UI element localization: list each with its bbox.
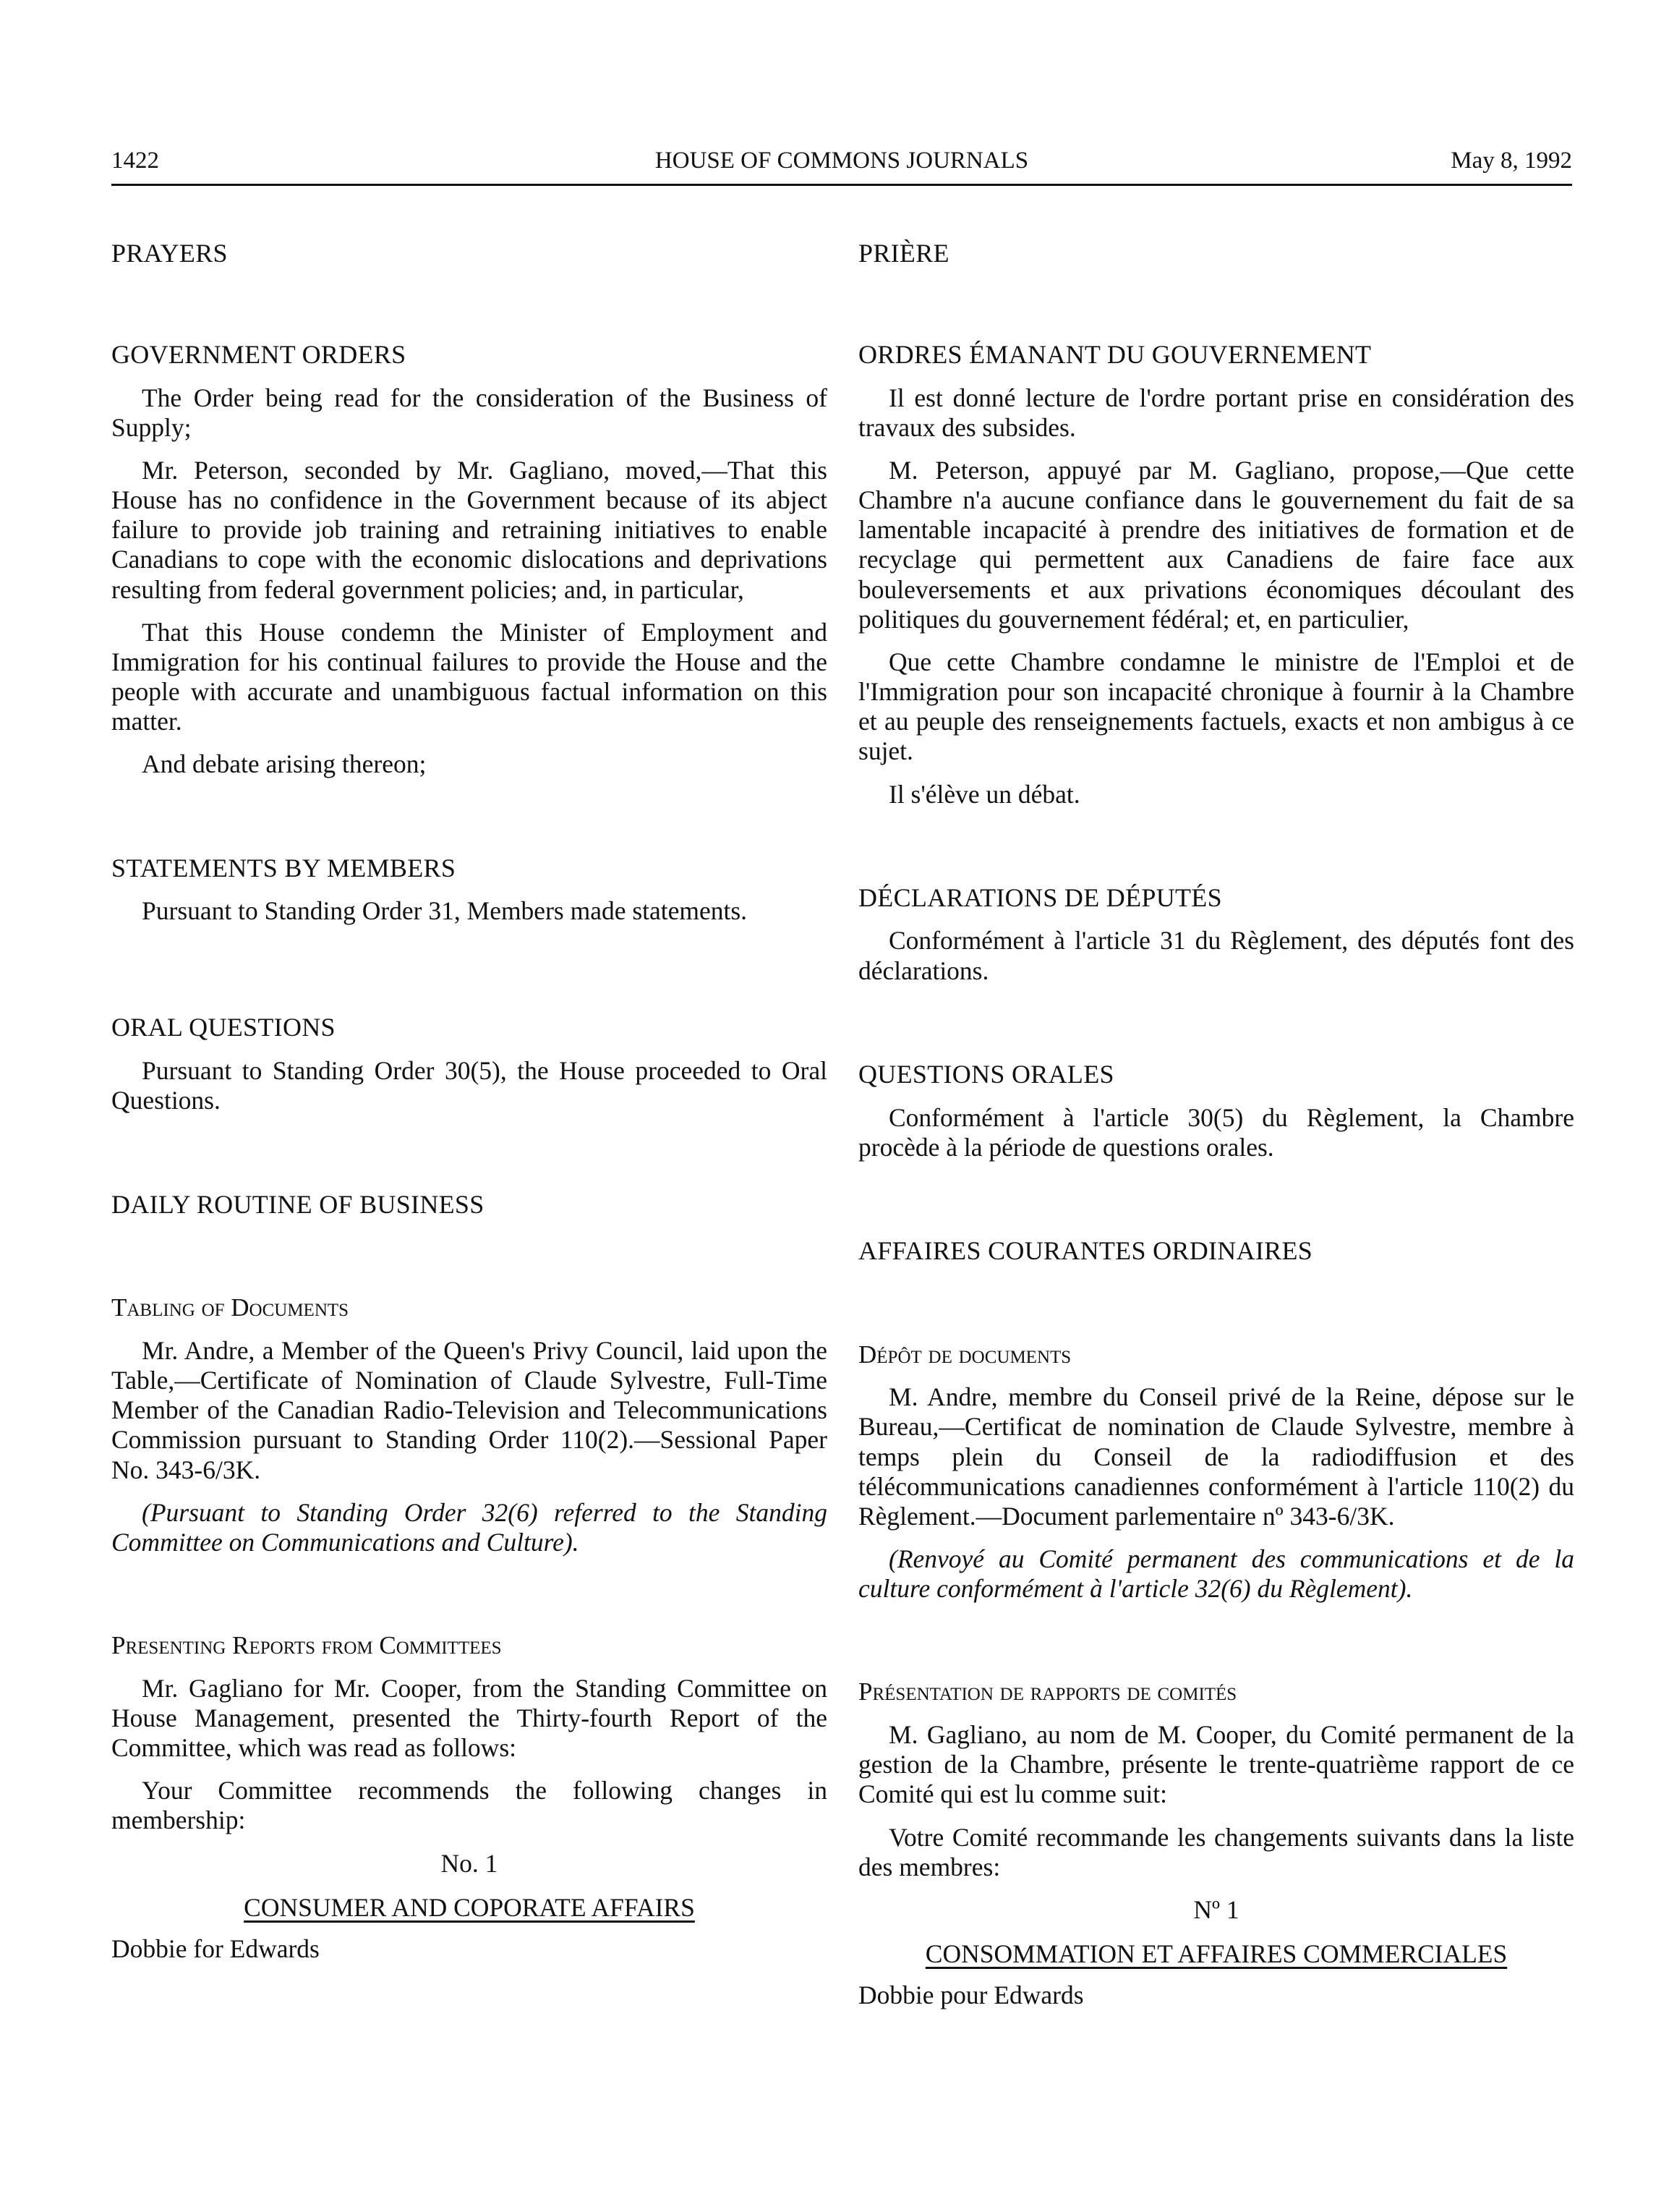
daily-routine-section: [111, 1190, 827, 1220]
government-orders-section: [111, 340, 827, 780]
tabling-heading: Tabling of Documents: [111, 1293, 349, 1322]
membership-change: Dobbie for Edwards: [111, 1934, 320, 1963]
daily-routine-heading: DAILY ROUTINE OF BUSINESS: [111, 1189, 485, 1219]
paragraph: And debate arising thereon;: [142, 749, 427, 779]
oral-questions-heading-fr: QUESTIONS ORALES: [858, 1059, 1114, 1089]
presenting-section: [111, 1631, 827, 1964]
presenting-section-fr: [858, 1677, 1574, 2010]
paragraph: Conformément à l'article 31 du Règlement, des députés font des déclarations.: [858, 926, 1574, 985]
journal-title: HOUSE OF COMMONS JOURNALS: [654, 148, 1029, 174]
oral-questions-section-fr: [858, 1060, 1574, 1162]
tabling-section-fr: [858, 1340, 1574, 1604]
paragraph: The Order being read for the consideration of the Business of Supply;: [111, 383, 827, 442]
membership-change-fr: Dobbie pour Edwards: [858, 1981, 1084, 2010]
french-column: [858, 239, 1574, 2032]
government-orders-section-fr: [858, 340, 1574, 809]
paragraph: M. Andre, membre du Conseil privé de la Reine, dépose sur le Bureau,—Certificat de nomination de Claude Sylvestre, membre à temps plein du Conseil de la radiodiffusion et des télécommunications canadiennes conformément à l'article 110(2) du Règlement.—Document parlementaire nº 343-6/3K.: [858, 1382, 1574, 1531]
report-number-fr: Nº 1: [1193, 1894, 1239, 1924]
committee-name-fr: CONSOMMATION ET AFFAIRES COMMERCIALES: [925, 1939, 1508, 1969]
running-header: [111, 148, 1572, 190]
tabling-section: [111, 1293, 827, 1557]
paragraph: Mr. Gagliano for Mr. Cooper, from the Standing Committee on House Management, presented the Thirty-fourth Report of the Committee, which was read as follows:: [111, 1673, 827, 1763]
daily-routine-section-fr: [858, 1236, 1574, 1267]
header-rule: [111, 184, 1572, 186]
government-orders-heading: GOVERNMENT ORDERS: [111, 339, 406, 369]
paragraph: Il s'élève un débat.: [889, 779, 1080, 809]
paragraph: Votre Comité recommande les changements suivants dans la liste des membres:: [858, 1822, 1574, 1881]
presenting-heading-fr: Présentation de rapports de comités: [858, 1677, 1237, 1706]
paragraph: Your Committee recommends the following changes in membership:: [111, 1776, 827, 1835]
oral-questions-heading: ORAL QUESTIONS: [111, 1013, 336, 1042]
tabling-heading-fr: Dépôt de documents: [858, 1340, 1072, 1369]
paragraph: Mr. Andre, a Member of the Queen's Privy Council, laid upon the Table,—Certificate of Nomination of Claude Sylvestre, Full-Time Member of the Canadian Radio-Television and Telecommunications Commission pursuant to Standing Order 110(2).—Sessional Paper No. 343-6/3K.: [111, 1335, 827, 1484]
report-number: No. 1: [440, 1848, 498, 1878]
referral-note: (Pursuant to Standing Order 32(6) referred to the Standing Committee on Communications and Culture).: [111, 1497, 827, 1557]
page-number: 1422: [111, 148, 159, 174]
paragraph: Il est donné lecture de l'ordre portant prise en considération des travaux des subsides.: [858, 383, 1574, 442]
prayers-heading: PRAYERS: [111, 239, 228, 268]
journal-date: May 8, 1992: [1451, 148, 1572, 174]
statements-heading: STATEMENTS BY MEMBERS: [111, 853, 456, 882]
paragraph: M. Gagliano, au nom de M. Cooper, du Comité permanent de la gestion de la Chambre, présente le trente-quatrième rapport de ce Comité qui est lu comme suit:: [858, 1720, 1574, 1809]
daily-routine-heading-fr: AFFAIRES COURANTES ORDINAIRES: [858, 1235, 1313, 1265]
paragraph: Pursuant to Standing Order 30(5), the House proceeded to Oral Questions.: [111, 1056, 827, 1115]
statements-section-fr: [858, 883, 1574, 986]
paragraph: That this House condemn the Minister of Employment and Immigration for his continual failures to provide the House and the people with accurate and unambiguous factual information on this matter.: [111, 617, 827, 736]
paragraph: Mr. Peterson, seconded by Mr. Gagliano, moved,—That this House has no confidence in the Government because of its abject failure to provide job training and retraining initiatives to enable Canadians to cope with the economic dislocations and deprivations resulting from federal government policies; and, in particular,: [111, 455, 827, 604]
paragraph: Que cette Chambre condamne le ministre de l'Emploi et de l'Immigration pour son incapacité chronique à fournir à la Chambre et au peuple des renseignements factuels, exacts et non ambigus à ce sujet.: [858, 647, 1574, 766]
oral-questions-section: [111, 1013, 827, 1115]
paragraph: M. Peterson, appuyé par M. Gagliano, propose,—Que cette Chambre n'a aucune confiance dans le gouvernement du fait de sa lamentable incapacité à prendre des initiatives de formation et de recyclage qui permettent aux Canadiens de faire face aux bouleversements et aux privations économiques découlant des politiques du gouvernement fédéral; et, en particulier,: [858, 455, 1574, 634]
paragraph: Conformément à l'article 30(5) du Règlement, la Chambre procède à la période de questions orales.: [858, 1102, 1574, 1162]
statements-heading-fr: DÉCLARATIONS DE DÉPUTÉS: [858, 882, 1222, 912]
referral-note-fr: (Renvoyé au Comité permanent des communications et de la culture conformément à l'article 32(6) du Règlement).: [858, 1544, 1574, 1604]
presenting-heading: Presenting Reports from Committees: [111, 1631, 502, 1660]
statements-section: [111, 854, 827, 927]
english-column: [111, 239, 827, 1986]
prayers-heading-fr: PRIÈRE: [858, 239, 949, 268]
paragraph: Pursuant to Standing Order 31, Members made statements.: [142, 896, 748, 926]
government-orders-heading-fr: ORDRES ÉMANANT DU GOUVERNEMENT: [858, 339, 1372, 369]
committee-name: CONSUMER AND COPORATE AFFAIRS: [244, 1892, 695, 1922]
